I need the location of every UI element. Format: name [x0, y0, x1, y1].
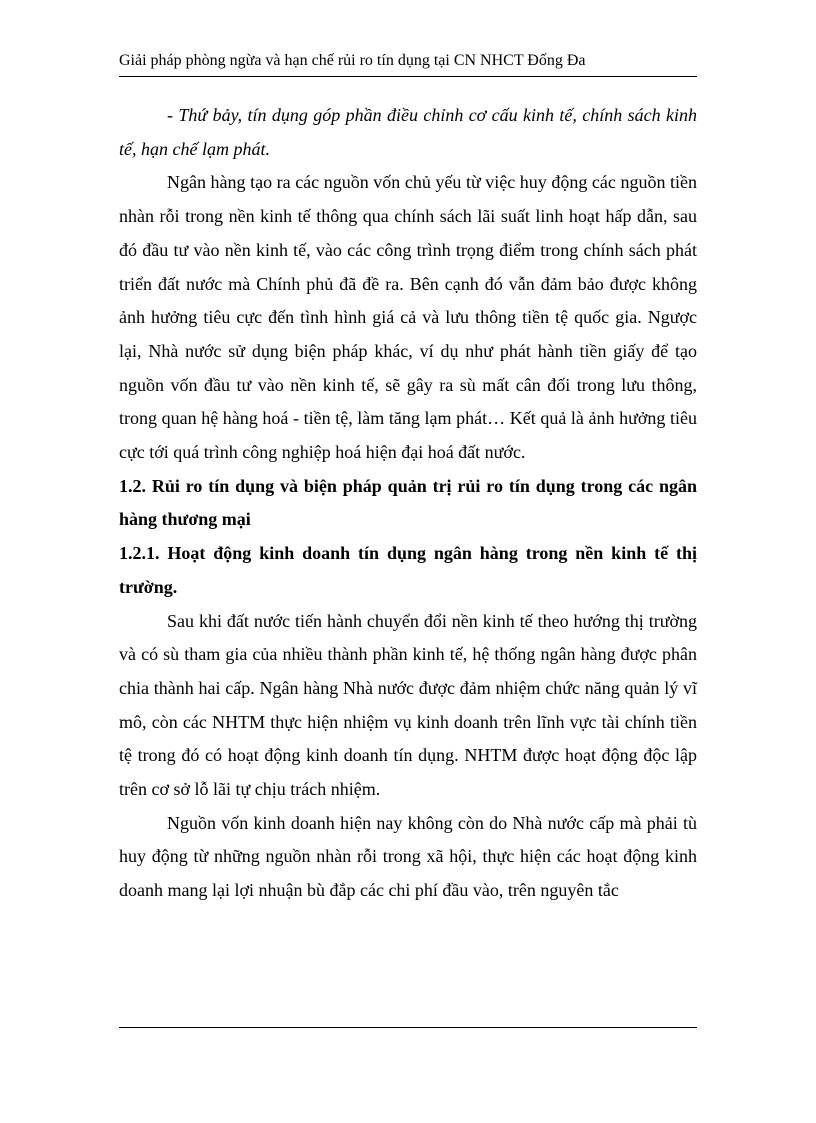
page-header: Giải pháp phòng ngừa và hạn chế rủi ro tín dụng tại CN NHCT Đống Đa	[119, 52, 586, 69]
section-heading-1-2: 1.2. Rủi ro tín dụng và biện pháp quản trị rủi ro tín dụng trong các ngân hàng thương mại	[119, 475, 697, 530]
section-heading-1-2-1: 1.2.1. Hoạt động kinh doanh tín dụng ngân hàng trong nền kinh tế thị trường.	[119, 543, 697, 597]
paragraph-business-capital: Nguồn vốn kinh doanh hiện nay không còn do Nhà nước cấp mà phải tù huy động từ những nguồn nhàn rỗi trong xã hội, thực hiện các hoạt động kinh doanh mang lại lợi nhuận bù đắp các chi phí đầu vào, trên nguyên tắc	[119, 812, 697, 901]
paragraph-seventh-point: - Thứ bảy, tín dụng góp phần điều chỉnh cơ cấu kinh tế, chính sách kinh tế, hạn chế lạm phát.	[119, 105, 697, 159]
page-body	[119, 99, 697, 908]
header-divider	[119, 76, 697, 77]
paragraph-market-transition: Sau khi đất nước tiến hành chuyển đổi nền kinh tế theo hướng thị trường và có sù tham gia của nhiều thành phần kinh tế, hệ thống ngân hàng được phân chia thành hai cấp. Ngân hàng Nhà nước được đảm nhiệm chức năng quản lý vĩ mô, còn các NHTM thực hiện nhiệm vụ kinh doanh trên lĩnh vực tài chính tiền tệ trong đó có hoạt động kinh doanh tín dụng. NHTM được hoạt động độc lập trên cơ sở lỗ lãi tự chịu trách nhiệm.	[119, 610, 697, 800]
footer-divider	[119, 1027, 697, 1028]
paragraph-capital-mobilization: Ngân hàng tạo ra các nguồn vốn chủ yếu từ việc huy động các nguồn tiền nhàn rỗi trong nền kinh tế thông qua chính sách lãi suất linh hoạt hấp dẫn, sau đó đầu tư vào nền kinh tế, vào các công trình trọng điểm trong chính sách phát triển đất nước mà Chính phủ đã đề ra. Bên cạnh đó vẫn đảm bảo được không ảnh hưởng tiêu cực đến tình hình giá cả và lưu thông tiền tệ quốc gia. Ngược lại, Nhà nước sử dụng biện pháp khác, ví dụ như phát hành tiền giấy để tạo nguồn vốn đầu tư vào nền kinh tế, sẽ gây ra sù mất cân đối trong lưu thông, trong quan hệ hàng hoá - tiền tệ, làm tăng lạm phát… Kết quả là ảnh hưởng tiêu cực tới quá trình công nghiệp hoá hiện đại hoá đất nước.	[119, 172, 697, 463]
